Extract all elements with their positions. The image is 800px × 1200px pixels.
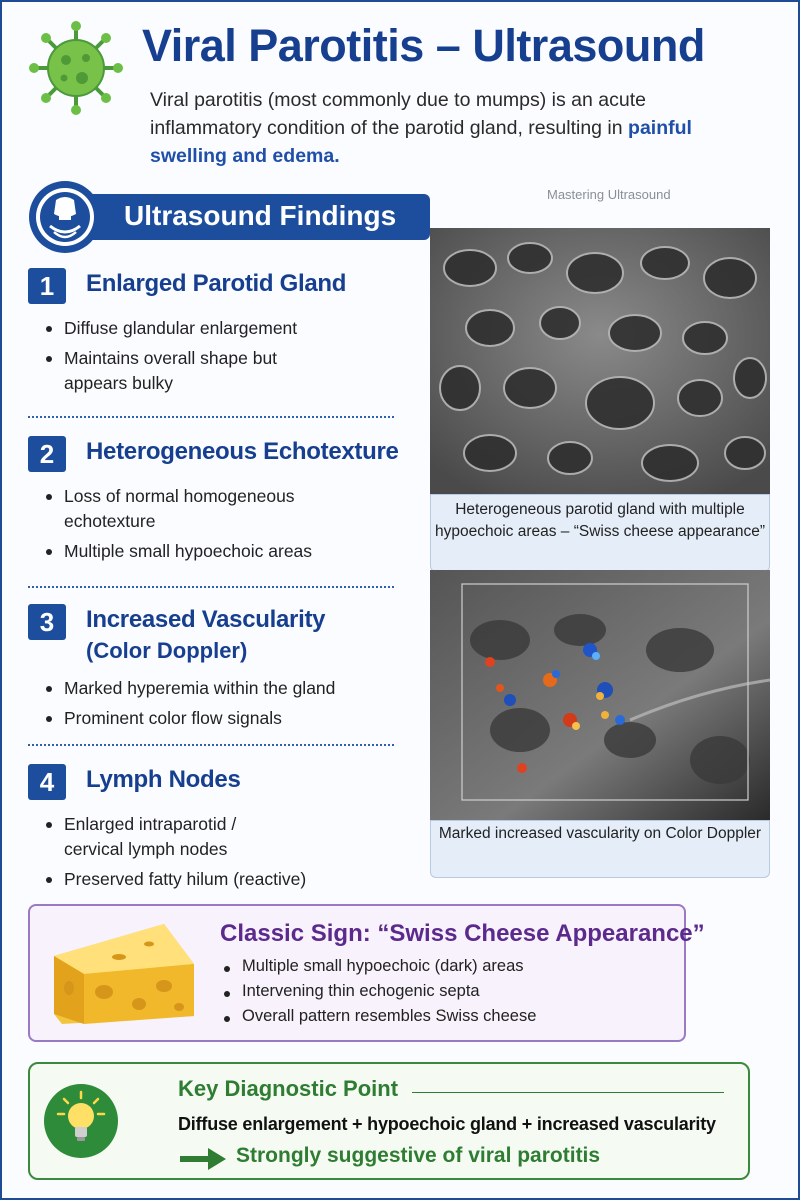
bullet: Overall pattern resembles Swiss cheese <box>222 1006 536 1026</box>
finding-bullets <box>44 676 335 736</box>
ultrasound-probe-icon <box>28 180 102 254</box>
classic-sign-title: Classic Sign: “Swiss Cheese Appearance” <box>220 920 705 947</box>
finding-number: 3 <box>28 604 66 640</box>
section-title: Ultrasound Findings <box>124 200 397 231</box>
key-point-conclusion: Strongly suggestive of viral parotitis <box>236 1144 601 1167</box>
finding-number: 2 <box>28 436 66 472</box>
image-caption: Marked increased vascularity on Color Doppler <box>430 820 770 878</box>
classic-sign-box <box>28 904 705 1042</box>
divider <box>28 744 394 746</box>
arrow-right-icon <box>180 1148 226 1170</box>
finding-title: Heterogeneous Echotexture <box>86 438 399 465</box>
image-credit: Mastering Ultrasound <box>547 187 671 202</box>
bullet: Prominent color flow signals <box>44 706 335 731</box>
cheese-icon <box>44 912 204 1032</box>
finding-bullets <box>44 316 314 401</box>
key-point-text: Diffuse enlargement + hypoechoic gland + increased vascularity <box>178 1114 716 1134</box>
finding-title: Lymph Nodes <box>86 766 241 793</box>
section-banner <box>28 180 432 246</box>
ultrasound-image-grayscale <box>430 228 770 494</box>
classic-sign-bullets <box>222 956 536 1031</box>
lightbulb-badge <box>44 1084 118 1158</box>
finding-bullets <box>44 812 306 897</box>
lightbulb-icon <box>44 1084 118 1158</box>
bullet: Loss of normal homogeneous echotexture <box>44 484 324 534</box>
bullet: Multiple small hypoechoic (dark) areas <box>222 956 536 976</box>
divider <box>28 416 394 418</box>
bullet: Enlarged intraparotid / cervical lymph nodes <box>44 812 294 862</box>
intro-plain: Viral parotitis (most commonly due to mumps) is an acute inflammatory condition of the parotid gland, resulting in <box>150 89 646 139</box>
finding-bullets <box>44 484 324 569</box>
bullet: Multiple small hypoechoic areas <box>44 539 324 564</box>
doppler-texture <box>430 570 770 820</box>
virus-icon <box>26 20 126 116</box>
ultrasound-texture <box>430 228 770 494</box>
finding-subtitle: (Color Doppler) <box>86 638 248 663</box>
finding-title: Enlarged Parotid Gland <box>86 270 347 297</box>
bullet: Maintains overall shape but appears bulky <box>44 346 314 396</box>
divider <box>28 586 394 588</box>
bullet: Preserved fatty hilum (reactive) <box>44 867 306 892</box>
intro-highlight: painful swelling and edema. <box>150 117 692 167</box>
key-point-title: Key Diagnostic Point <box>178 1076 399 1101</box>
finding-number: 1 <box>28 268 66 304</box>
bullet: Marked hyperemia within the gland <box>44 676 335 701</box>
divider-line <box>412 1092 724 1093</box>
key-point-box <box>28 1062 750 1180</box>
bullet: Diffuse glandular enlargement <box>44 316 314 341</box>
page-title: Viral Parotitis – Ultrasound <box>142 20 705 71</box>
image-caption: Heterogeneous parotid gland with multiple hypoechoic areas – “Swiss cheese appearance” <box>430 494 770 572</box>
intro-text <box>150 86 750 170</box>
finding-number: 4 <box>28 764 66 800</box>
bullet: Intervening thin echogenic septa <box>222 981 536 1001</box>
ultrasound-image-doppler <box>430 570 770 820</box>
finding-title: Increased Vascularity <box>86 606 326 633</box>
